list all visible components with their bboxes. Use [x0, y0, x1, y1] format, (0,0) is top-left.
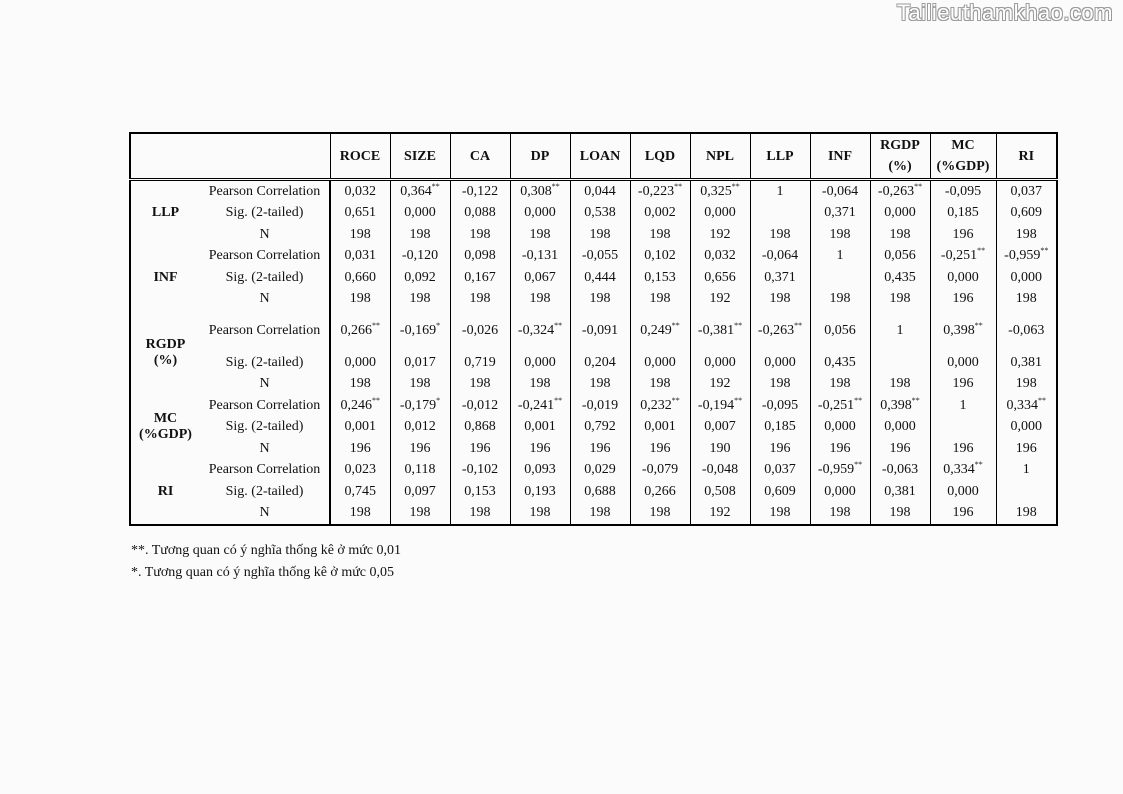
- table-cell: 0,435: [810, 352, 870, 374]
- table-cell: 0,435: [870, 267, 930, 289]
- table-cell: 196: [450, 438, 510, 460]
- statistic-label: Sig. (2-tailed): [225, 483, 304, 499]
- table-cell: 198: [570, 374, 630, 396]
- table-cell: 198: [570, 289, 630, 311]
- table-cell: 198: [510, 289, 570, 311]
- table-cell: 0,308**: [510, 180, 570, 203]
- table-cell: 196: [810, 438, 870, 460]
- footnote: *. Tương quan có ý nghĩa thống kê ở mức 0,05: [131, 565, 395, 580]
- table-cell: 0,193: [510, 481, 570, 503]
- table-row: [130, 417, 1057, 439]
- table-cell: 0,044: [570, 180, 630, 203]
- table-cell: 0,032: [330, 180, 390, 203]
- table-cell: -0,048: [690, 460, 750, 482]
- table-cell: 0,000: [996, 417, 1057, 439]
- table-cell: 0,792: [570, 417, 630, 439]
- table-cell: -0,324**: [510, 310, 570, 352]
- table-cell: 196: [510, 438, 570, 460]
- table-cell: 198: [630, 224, 690, 246]
- table-cell: 198: [510, 224, 570, 246]
- table-cell: 196: [996, 438, 1057, 460]
- column-header: RGDP (%): [870, 133, 930, 180]
- table-cell: 0,153: [450, 481, 510, 503]
- statistic-label: Pearson Correlation: [208, 248, 321, 264]
- table-cell: 0,029: [570, 460, 630, 482]
- statistic-label: Pearson Correlation: [208, 323, 321, 338]
- table-cell: -0,079: [630, 460, 690, 482]
- table-cell: 0,656: [690, 267, 750, 289]
- table-cell: 198: [330, 224, 390, 246]
- table-cell: 0,000: [810, 417, 870, 439]
- correlation-table: [129, 132, 1058, 526]
- table-cell: 0,001: [630, 417, 690, 439]
- table-row: [130, 203, 1057, 225]
- table-cell: 198: [570, 503, 630, 526]
- table-cell: 196: [930, 438, 996, 460]
- table-cell: 1: [750, 180, 810, 203]
- table-row: [130, 310, 1057, 352]
- table-cell: 0,000: [690, 352, 750, 374]
- table-cell: 0,001: [510, 417, 570, 439]
- table-cell: 0,232**: [630, 395, 690, 417]
- table-cell: 0,000: [690, 203, 750, 225]
- table-cell: 0,056: [870, 246, 930, 268]
- table-cell: 198: [450, 503, 510, 526]
- statistic-label: Pearson Correlation: [208, 183, 321, 199]
- table-cell: 198: [750, 289, 810, 311]
- table-cell: 198: [870, 289, 930, 311]
- table-cell: 0,249**: [630, 310, 690, 352]
- table-cell: 0,745: [330, 481, 390, 503]
- table-cell: 198: [996, 374, 1057, 396]
- table-cell: 0,398**: [870, 395, 930, 417]
- table-cell: 0,000: [330, 352, 390, 374]
- table-cell: 0,000: [870, 203, 930, 225]
- table-cell: 198: [750, 503, 810, 526]
- table-cell: -0,381**: [690, 310, 750, 352]
- table-cell: 0,031: [330, 246, 390, 268]
- table-cell: 0,381: [870, 481, 930, 503]
- table-cell: 196: [570, 438, 630, 460]
- table-cell: -0,169*: [390, 310, 450, 352]
- table-cell: 196: [930, 224, 996, 246]
- table-cell: 0,037: [750, 460, 810, 482]
- variable-label: RGDP (%): [145, 336, 186, 368]
- statistic-label: N: [259, 505, 270, 521]
- table-cell: 0,000: [930, 352, 996, 374]
- table-cell: 0,167: [450, 267, 510, 289]
- table-cell: 0,371: [810, 203, 870, 225]
- column-header: LQD: [630, 133, 690, 180]
- statistic-label: Sig. (2-tailed): [225, 269, 304, 285]
- table-cell: 0,000: [870, 417, 930, 439]
- table-row: [130, 224, 1057, 246]
- statistic-label: N: [259, 226, 270, 242]
- column-header: ROCE: [330, 133, 390, 180]
- table-cell: 0,334**: [996, 395, 1057, 417]
- table-cell: 0,002: [630, 203, 690, 225]
- table-cell: 198: [390, 374, 450, 396]
- table-cell: 0,185: [930, 203, 996, 225]
- table-cell: 190: [690, 438, 750, 460]
- table-cell: -0,251**: [930, 246, 996, 268]
- table-row: [130, 460, 1057, 482]
- table-cell: 198: [390, 289, 450, 311]
- table-row: [130, 438, 1057, 460]
- statistic-label: Pearson Correlation: [208, 397, 321, 413]
- table-cell: 198: [390, 224, 450, 246]
- table-cell: 0,093: [510, 460, 570, 482]
- watermark: Tailieuthamkhao.com: [896, 0, 1113, 25]
- table-cell: -0,120: [390, 246, 450, 268]
- table-cell: -0,122: [450, 180, 510, 203]
- table-cell: 0,000: [390, 203, 450, 225]
- table-cell: -0,959**: [996, 246, 1057, 268]
- table-cell: 0,364**: [390, 180, 450, 203]
- header-blank: [200, 133, 330, 180]
- table-cell: 198: [870, 224, 930, 246]
- table-cell: 198: [450, 224, 510, 246]
- table-cell: 196: [930, 503, 996, 526]
- table-cell: 0,660: [330, 267, 390, 289]
- table-cell: 0,688: [570, 481, 630, 503]
- table-cell: 196: [870, 438, 930, 460]
- table-cell: 198: [870, 374, 930, 396]
- table-cell: 198: [750, 224, 810, 246]
- table-cell: 0,000: [930, 481, 996, 503]
- table-cell: 0,007: [690, 417, 750, 439]
- table-cell: 1: [930, 395, 996, 417]
- table-cell: 192: [690, 224, 750, 246]
- table-cell: 0,266: [630, 481, 690, 503]
- statistic-label: N: [259, 376, 270, 392]
- table-cell: -0,241**: [510, 395, 570, 417]
- table-cell: 0,000: [630, 352, 690, 374]
- table-cell: 0,000: [510, 352, 570, 374]
- table-cell: 198: [810, 224, 870, 246]
- table-cell: 198: [510, 374, 570, 396]
- table-cell: 0,153: [630, 267, 690, 289]
- statistic-label: Sig. (2-tailed): [225, 419, 304, 435]
- table-cell: -0,064: [750, 246, 810, 268]
- table-cell: 198: [330, 374, 390, 396]
- table-cell: 0,444: [570, 267, 630, 289]
- column-header: INF: [810, 133, 870, 180]
- table-cell: 198: [750, 374, 810, 396]
- table-cell: 198: [570, 224, 630, 246]
- table-cell: [750, 203, 810, 225]
- table-cell: 198: [810, 289, 870, 311]
- table-cell: 0,000: [510, 203, 570, 225]
- column-header: DP: [510, 133, 570, 180]
- table-cell: 1: [810, 246, 870, 268]
- table-row: [130, 246, 1057, 268]
- column-header: NPL: [690, 133, 750, 180]
- column-header: SIZE: [390, 133, 450, 180]
- table-cell: 0,719: [450, 352, 510, 374]
- table-cell: 0,868: [450, 417, 510, 439]
- table-cell: 0,609: [996, 203, 1057, 225]
- header-row: [130, 133, 1057, 180]
- column-header: LOAN: [570, 133, 630, 180]
- table-cell: 196: [390, 438, 450, 460]
- table-cell: 192: [690, 374, 750, 396]
- table-cell: -0,019: [570, 395, 630, 417]
- table-cell: 0,023: [330, 460, 390, 482]
- table-cell: 0,246**: [330, 395, 390, 417]
- table-cell: 196: [930, 374, 996, 396]
- table-cell: 198: [630, 374, 690, 396]
- table-cell: 198: [630, 503, 690, 526]
- variable-label: INF: [153, 269, 178, 285]
- table-cell: -0,063: [870, 460, 930, 482]
- table-cell: 196: [750, 438, 810, 460]
- table-cell: 0,098: [450, 246, 510, 268]
- footnote: **. Tương quan có ý nghĩa thống kê ở mức 0,01: [131, 543, 402, 558]
- variable-label: RI: [157, 483, 174, 499]
- table-cell: 0,381: [996, 352, 1057, 374]
- table-cell: 0,056: [810, 310, 870, 352]
- table-cell: 0,037: [996, 180, 1057, 203]
- table-cell: -0,095: [930, 180, 996, 203]
- table-cell: 0,000: [750, 352, 810, 374]
- table-cell: 0,334**: [930, 460, 996, 482]
- table-cell: 0,102: [630, 246, 690, 268]
- table-cell: -0,263**: [750, 310, 810, 352]
- table-cell: [930, 417, 996, 439]
- table-cell: 0,538: [570, 203, 630, 225]
- table-cell: -0,959**: [810, 460, 870, 482]
- statistic-label: Sig. (2-tailed): [225, 354, 304, 370]
- table-cell: -0,194**: [690, 395, 750, 417]
- column-header: RI: [996, 133, 1057, 180]
- column-header: MC (%GDP): [930, 133, 996, 180]
- table-cell: 198: [390, 503, 450, 526]
- table-cell: 0,088: [450, 203, 510, 225]
- table-row: [130, 395, 1057, 417]
- table-cell: -0,095: [750, 395, 810, 417]
- table-cell: 0,000: [810, 481, 870, 503]
- table-cell: -0,026: [450, 310, 510, 352]
- table-cell: 198: [810, 374, 870, 396]
- table-cell: -0,064: [810, 180, 870, 203]
- table-row: [130, 289, 1057, 311]
- table-cell: 198: [330, 503, 390, 526]
- table-cell: 1: [996, 460, 1057, 482]
- table-cell: -0,091: [570, 310, 630, 352]
- table-row: [130, 481, 1057, 503]
- table-cell: 198: [996, 224, 1057, 246]
- table-cell: 0,001: [330, 417, 390, 439]
- table-cell: [996, 481, 1057, 503]
- table-cell: 198: [996, 289, 1057, 311]
- table-cell: -0,012: [450, 395, 510, 417]
- table-cell: 0,118: [390, 460, 450, 482]
- table-cell: 0,204: [570, 352, 630, 374]
- table-cell: 192: [690, 289, 750, 311]
- variable-label: MC (%GDP): [139, 411, 192, 443]
- table-cell: -0,223**: [630, 180, 690, 203]
- table-cell: 0,032: [690, 246, 750, 268]
- table-cell: 198: [510, 503, 570, 526]
- statistic-label: Sig. (2-tailed): [225, 205, 304, 221]
- table-cell: 198: [450, 289, 510, 311]
- footnotes: [131, 540, 401, 584]
- table-cell: [810, 267, 870, 289]
- table-cell: 0,092: [390, 267, 450, 289]
- table-cell: 0,017: [390, 352, 450, 374]
- table-cell: 198: [996, 503, 1057, 526]
- table-row: [130, 180, 1057, 203]
- table-cell: -0,251**: [810, 395, 870, 417]
- table-cell: 198: [330, 289, 390, 311]
- table-cell: -0,102: [450, 460, 510, 482]
- column-header: LLP: [750, 133, 810, 180]
- table-row: [130, 374, 1057, 396]
- table-cell: 0,000: [996, 267, 1057, 289]
- table-cell: 196: [930, 289, 996, 311]
- variable-label: LLP: [151, 205, 180, 221]
- table-cell: 0,000: [930, 267, 996, 289]
- table-cell: [870, 352, 930, 374]
- table-cell: 198: [870, 503, 930, 526]
- table-cell: 198: [450, 374, 510, 396]
- table-cell: -0,179*: [390, 395, 450, 417]
- table-cell: 192: [690, 503, 750, 526]
- table-cell: 196: [330, 438, 390, 460]
- table-row: [130, 267, 1057, 289]
- statistic-label: N: [259, 440, 270, 456]
- table-cell: 0,266**: [330, 310, 390, 352]
- table-cell: 0,398**: [930, 310, 996, 352]
- table-cell: -0,131: [510, 246, 570, 268]
- table-row: [130, 503, 1057, 526]
- table-cell: 198: [810, 503, 870, 526]
- table-cell: -0,063: [996, 310, 1057, 352]
- table-cell: 0,097: [390, 481, 450, 503]
- table-cell: 0,651: [330, 203, 390, 225]
- table-cell: 0,508: [690, 481, 750, 503]
- table-cell: 0,067: [510, 267, 570, 289]
- table-row: [130, 352, 1057, 374]
- table-cell: 0,185: [750, 417, 810, 439]
- table-cell: 0,371: [750, 267, 810, 289]
- table-cell: 0,325**: [690, 180, 750, 203]
- table-cell: -0,055: [570, 246, 630, 268]
- table-cell: 1: [870, 310, 930, 352]
- header-blank: [130, 133, 200, 180]
- table-cell: 0,609: [750, 481, 810, 503]
- statistic-label: Pearson Correlation: [208, 462, 321, 478]
- statistic-label: N: [259, 291, 270, 307]
- table-cell: 196: [630, 438, 690, 460]
- table-cell: -0,263**: [870, 180, 930, 203]
- table-cell: 198: [630, 289, 690, 311]
- column-header: CA: [450, 133, 510, 180]
- table-cell: 0,012: [390, 417, 450, 439]
